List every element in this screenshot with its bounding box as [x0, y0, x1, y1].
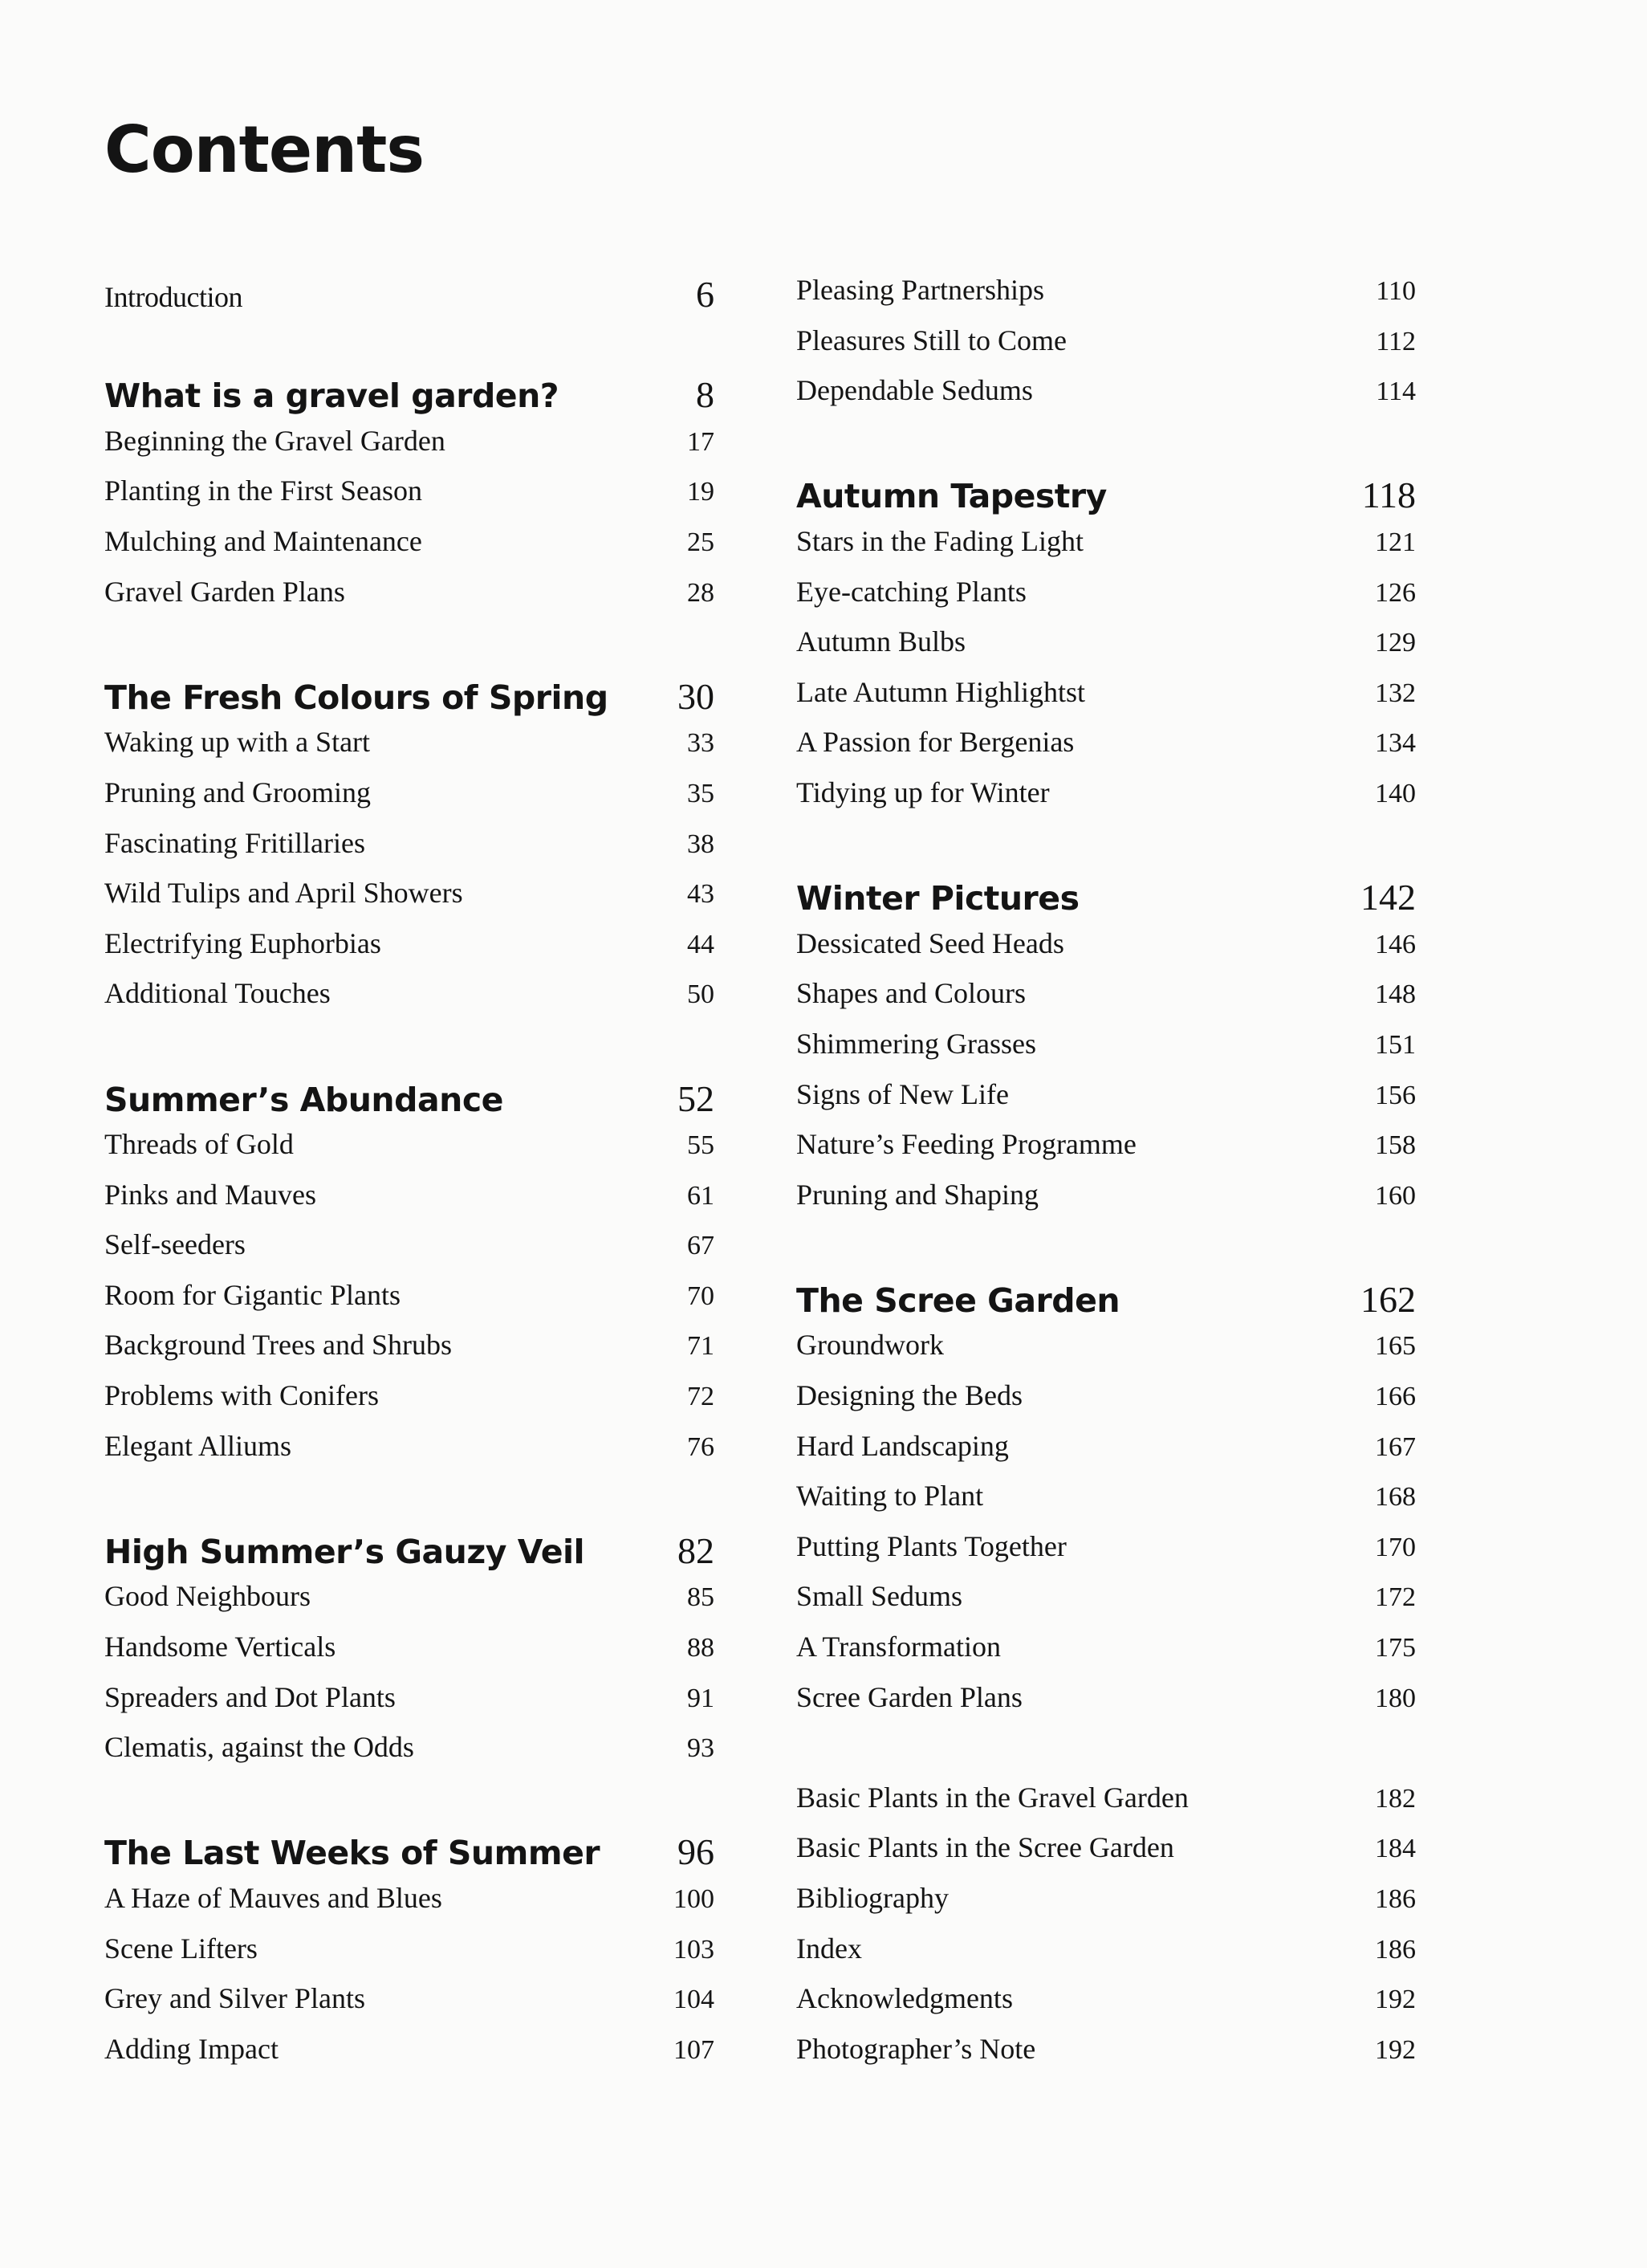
- contents-entry: [796, 273, 1416, 324]
- spacer: [796, 424, 1416, 474]
- entry-title: Beginning the Gravel Garden: [104, 424, 445, 457]
- entry-title: Threads of Gold: [104, 1128, 294, 1161]
- contents-entry: [104, 1730, 714, 1781]
- entry-title: Elegant Alliums: [104, 1429, 291, 1462]
- entry-title: Shapes and Colours: [796, 977, 1026, 1010]
- entry-page-number: 67: [687, 1231, 714, 1261]
- entry-title: Winter Pictures: [796, 879, 1080, 918]
- entry-title: Handsome Verticals: [104, 1631, 336, 1663]
- entry-title: Electrifying Euphorbias: [104, 926, 381, 959]
- entry-title: Grey and Silver Plants: [104, 1982, 365, 2015]
- entry-title: Background Trees and Shrubs: [104, 1329, 452, 1362]
- contents-entry: [796, 524, 1416, 575]
- entry-page-number: 118: [1361, 474, 1416, 516]
- contents-entry: [796, 1579, 1416, 1630]
- entry-title: Pleasing Partnerships: [796, 274, 1044, 306]
- entry-page-number: 192: [1375, 1985, 1416, 2015]
- contents-entry: [796, 1932, 1416, 1982]
- entry-page-number: 170: [1375, 1532, 1416, 1562]
- contents-entry: [796, 1429, 1416, 1480]
- contents-entry: [796, 324, 1416, 374]
- contents-column-left: [104, 273, 714, 2082]
- spacer: [796, 1228, 1416, 1278]
- page-title: Contents: [104, 112, 424, 187]
- entry-page-number: 192: [1375, 2034, 1416, 2065]
- contents-entry: [104, 1630, 714, 1680]
- entry-title: Dessicated Seed Heads: [796, 926, 1064, 959]
- entry-page-number: 166: [1375, 1382, 1416, 1412]
- entry-page-number: 180: [1375, 1683, 1416, 1713]
- entry-page-number: 82: [677, 1529, 714, 1571]
- contents-entry: [796, 1378, 1416, 1429]
- entry-page-number: 112: [1376, 326, 1416, 356]
- entry-page-number: 132: [1375, 678, 1416, 708]
- entry-title: High Summer’s Gauzy Veil: [104, 1532, 585, 1571]
- contents-entry: [796, 1328, 1416, 1378]
- entry-title: The Last Weeks of Summer: [104, 1834, 600, 1873]
- contents-entry: [796, 373, 1416, 424]
- entry-title: Nature’s Feeding Programme: [796, 1128, 1137, 1161]
- entry-title: Introduction: [104, 281, 242, 313]
- contents-entry: [796, 1881, 1416, 1932]
- contents-entry: [796, 926, 1416, 977]
- entry-page-number: 165: [1375, 1331, 1416, 1362]
- entry-title: Shimmering Grasses: [796, 1027, 1036, 1060]
- contents-entry: [796, 1630, 1416, 1680]
- entry-title: Signs of New Life: [796, 1077, 1009, 1110]
- contents-entry: [796, 2032, 1416, 2083]
- contents-entry: [796, 976, 1416, 1027]
- contents-entry: [104, 1579, 714, 1630]
- entry-page-number: 100: [673, 1884, 714, 1914]
- entry-page-number: 107: [673, 2034, 714, 2065]
- contents-entry: [796, 1479, 1416, 1529]
- contents-entry: [796, 1077, 1416, 1128]
- entry-page-number: 184: [1375, 1834, 1416, 1864]
- entry-page-number: 19: [687, 477, 714, 507]
- entry-page-number: 148: [1375, 979, 1416, 1010]
- section-heading: [104, 373, 714, 424]
- entry-page-number: 96: [677, 1831, 714, 1873]
- entry-title: Waiting to Plant: [796, 1480, 984, 1513]
- spacer: [104, 625, 714, 675]
- entry-page-number: 38: [687, 829, 714, 859]
- contents-entry: [104, 1378, 714, 1429]
- entry-page-number: 134: [1375, 728, 1416, 759]
- entry-title: Spreaders and Dot Plants: [104, 1680, 396, 1713]
- entry-page-number: 186: [1375, 1934, 1416, 1965]
- entry-page-number: 44: [687, 929, 714, 959]
- spacer: [104, 1781, 714, 1831]
- entry-title: Mulching and Maintenance: [104, 524, 422, 557]
- entry-title: Eye-catching Plants: [796, 575, 1027, 608]
- entry-title: Scree Garden Plans: [796, 1680, 1023, 1713]
- spacer: [104, 1479, 714, 1529]
- contents-entry: [104, 1429, 714, 1480]
- spacer: [796, 1730, 1416, 1781]
- entry-page-number: 17: [687, 426, 714, 457]
- contents-entry: [796, 776, 1416, 826]
- entry-page-number: 103: [673, 1934, 714, 1965]
- entry-title: A Haze of Mauves and Blues: [104, 1882, 442, 1914]
- entry-page-number: 50: [687, 979, 714, 1010]
- entry-page-number: 28: [687, 577, 714, 608]
- entry-title: A Transformation: [796, 1631, 1002, 1663]
- entry-page-number: 55: [687, 1130, 714, 1161]
- entry-page-number: 156: [1375, 1080, 1416, 1110]
- contents-entry: [796, 1529, 1416, 1580]
- section-heading: [104, 675, 714, 726]
- entry-title: The Fresh Colours of Spring: [104, 678, 608, 717]
- entry-page-number: 162: [1360, 1278, 1416, 1320]
- entry-page-number: 25: [687, 527, 714, 557]
- entry-page-number: 114: [1376, 377, 1416, 407]
- section-heading: [104, 1529, 714, 1580]
- contents-entry: [796, 1981, 1416, 2032]
- entry-title: Autumn Tapestry: [796, 477, 1107, 516]
- contents-entry: [796, 625, 1416, 675]
- entry-page-number: 158: [1375, 1130, 1416, 1161]
- contents-entry: [104, 1228, 714, 1278]
- entry-title: Bibliography: [796, 1882, 949, 1914]
- entry-title: Basic Plants in the Gravel Garden: [796, 1781, 1189, 1814]
- entry-title: Basic Plants in the Scree Garden: [796, 1831, 1174, 1864]
- contents-entry: [104, 474, 714, 524]
- entry-title: Pruning and Grooming: [104, 776, 371, 808]
- contents-entry: [104, 575, 714, 625]
- entry-page-number: 126: [1375, 577, 1416, 608]
- entry-title: Designing the Beds: [796, 1379, 1023, 1412]
- contents-entry: [104, 926, 714, 977]
- entry-page-number: 6: [696, 274, 714, 315]
- entry-title: Stars in the Fading Light: [796, 524, 1084, 557]
- spacer: [104, 1027, 714, 1077]
- entry-page-number: 30: [677, 675, 714, 717]
- section-heading: [796, 1278, 1416, 1329]
- entry-title: Pruning and Shaping: [796, 1178, 1039, 1211]
- entry-title: Self-seeders: [104, 1228, 246, 1261]
- entry-title: Fascinating Fritillaries: [104, 826, 365, 859]
- contents-entry: [796, 725, 1416, 776]
- entry-page-number: 88: [687, 1633, 714, 1663]
- entry-title: Good Neighbours: [104, 1580, 311, 1613]
- entry-page-number: 146: [1375, 929, 1416, 959]
- entry-page-number: 110: [1376, 276, 1416, 306]
- entry-title: Tidying up for Winter: [796, 776, 1050, 808]
- entry-page-number: 72: [687, 1382, 714, 1412]
- entry-page-number: 70: [687, 1281, 714, 1311]
- contents-entry: [104, 976, 714, 1027]
- contents-entry: [104, 725, 714, 776]
- entry-page-number: 182: [1375, 1783, 1416, 1814]
- entry-page-number: 93: [687, 1733, 714, 1764]
- contents-entry: [796, 1127, 1416, 1178]
- entry-title: Clematis, against the Odds: [104, 1731, 414, 1764]
- entry-title: Additional Touches: [104, 977, 331, 1010]
- entry-title: Summer’s Abundance: [104, 1080, 503, 1119]
- entry-title: Late Autumn Highlightst: [796, 675, 1085, 708]
- entry-page-number: 140: [1375, 778, 1416, 808]
- entry-title: Index: [796, 1932, 862, 1965]
- contents-entry: [104, 1981, 714, 2032]
- entry-title: Dependable Sedums: [796, 374, 1033, 407]
- entry-page-number: 35: [687, 778, 714, 808]
- entry-page-number: 52: [677, 1077, 714, 1119]
- entry-page-number: 186: [1375, 1884, 1416, 1914]
- section-heading: [796, 876, 1416, 926]
- section-heading: [796, 474, 1416, 524]
- entry-page-number: 129: [1375, 628, 1416, 658]
- entry-page-number: 121: [1375, 527, 1416, 557]
- entry-title: Room for Gigantic Plants: [104, 1278, 401, 1311]
- contents-entry: [104, 776, 714, 826]
- entry-title: Waking up with a Start: [104, 726, 371, 759]
- contents-entry: [104, 826, 714, 877]
- entry-page-number: 71: [687, 1331, 714, 1362]
- spacer: [104, 324, 714, 374]
- entry-title: The Scree Garden: [796, 1281, 1120, 1320]
- entry-page-number: 85: [687, 1582, 714, 1613]
- entry-page-number: 43: [687, 879, 714, 910]
- entry-page-number: 160: [1375, 1180, 1416, 1211]
- entry-title: Pinks and Mauves: [104, 1178, 316, 1211]
- entry-title: Small Sedums: [796, 1580, 963, 1613]
- contents-entry: [104, 1278, 714, 1329]
- contents-entry: [104, 2032, 714, 2083]
- entry-title: Gravel Garden Plans: [104, 575, 345, 608]
- entry-title: What is a gravel garden?: [104, 377, 559, 416]
- entry-page-number: 8: [696, 374, 714, 416]
- entry-title: Scene Lifters: [104, 1932, 258, 1965]
- contents-entry: [104, 1881, 714, 1932]
- entry-page-number: 91: [687, 1683, 714, 1713]
- entry-title: Groundwork: [796, 1329, 944, 1362]
- contents-entry: [104, 1127, 714, 1178]
- entry-title: Wild Tulips and April Showers: [104, 877, 463, 910]
- contents-entry: [796, 1178, 1416, 1228]
- contents-entry: [104, 1328, 714, 1378]
- entry-title: Putting Plants Together: [796, 1529, 1067, 1562]
- spacer: [796, 826, 1416, 877]
- entry-page-number: 104: [673, 1985, 714, 2015]
- entry-page-number: 61: [687, 1180, 714, 1211]
- contents-entry: [796, 1680, 1416, 1731]
- contents-entry: [796, 1781, 1416, 1831]
- contents-entry: [796, 1027, 1416, 1077]
- entry-title: Autumn Bulbs: [796, 625, 966, 658]
- entry-title: Photographer’s Note: [796, 2032, 1036, 2065]
- entry-page-number: 172: [1375, 1582, 1416, 1613]
- contents-entry: [104, 273, 714, 324]
- contents-entry: [796, 575, 1416, 625]
- contents-entry: [796, 1830, 1416, 1881]
- entry-title: Hard Landscaping: [796, 1429, 1009, 1462]
- entry-page-number: 151: [1375, 1029, 1416, 1060]
- entry-page-number: 76: [687, 1431, 714, 1462]
- contents-entry: [104, 424, 714, 474]
- entry-title: Problems with Conifers: [104, 1379, 379, 1412]
- contents-entry: [104, 1932, 714, 1982]
- entry-page-number: 33: [687, 728, 714, 759]
- entry-page-number: 142: [1360, 877, 1416, 918]
- contents-entry: [796, 675, 1416, 726]
- contents-entry: [104, 1178, 714, 1228]
- entry-title: Adding Impact: [104, 2032, 279, 2065]
- contents-entry: [104, 1680, 714, 1731]
- contents-entry: [104, 524, 714, 575]
- entry-page-number: 167: [1375, 1431, 1416, 1462]
- contents-entry: [104, 876, 714, 926]
- entry-title: Pleasures Still to Come: [796, 324, 1067, 356]
- entry-title: A Passion for Bergenias: [796, 726, 1075, 759]
- entry-page-number: 168: [1375, 1482, 1416, 1513]
- contents-column-right: [796, 273, 1416, 2082]
- section-heading: [104, 1077, 714, 1128]
- entry-title: Acknowledgments: [796, 1982, 1013, 2015]
- entry-title: Planting in the First Season: [104, 474, 422, 507]
- section-heading: [104, 1830, 714, 1881]
- entry-page-number: 175: [1375, 1633, 1416, 1663]
